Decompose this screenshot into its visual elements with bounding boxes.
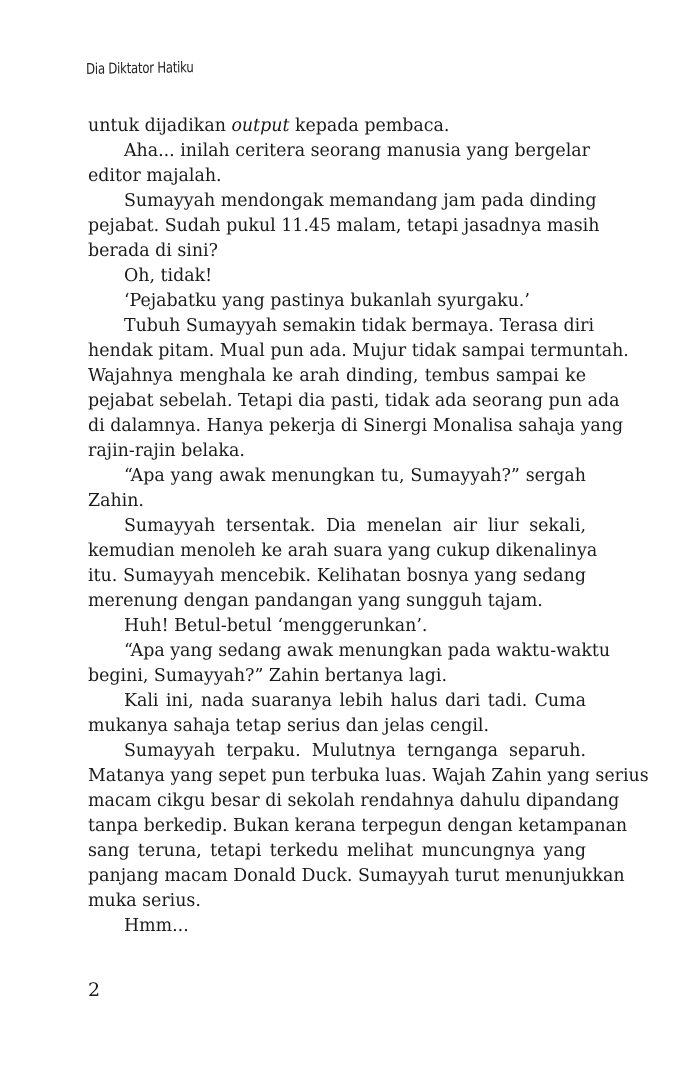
paragraph-line: Wajahnya menghala ke arah dinding, tembus sampai ke	[88, 366, 586, 386]
paragraph-line: kemudian menoleh ke arah suara yang cukup dikenalinya	[88, 541, 598, 561]
paragraph-line: Sumayyah mendongak memandang jam pada dinding	[124, 191, 597, 211]
paragraph-line: “Apa yang sedang awak menungkan pada waktu-waktu	[124, 641, 611, 661]
paragraph-line: “Apa yang awak menungkan tu, Sumayyah?” sergah	[124, 466, 586, 486]
paragraph-line: itu. Sumayyah mencebik. Kelihatan bosnya yang sedang	[88, 566, 586, 586]
paragraph-line: berada di sini?	[88, 241, 218, 261]
paragraph-line: untuk dijadikan output kepada pembaca.	[88, 116, 450, 136]
paragraph-line: Sumayyah terpaku. Mulutnya ternganga separuh.	[124, 741, 586, 761]
paragraph-line: muka serius.	[88, 891, 201, 911]
paragraph-line: merenung dengan pandangan yang sungguh tajam.	[88, 591, 543, 611]
paragraph-line: mukanya sahaja tetap serius dan jelas cengil.	[88, 716, 490, 736]
paragraph-line: sang teruna, tetapi terkedu melihat muncungnya yang	[88, 841, 586, 861]
paragraph-line: begini, Sumayyah?” Zahin bertanya lagi.	[88, 666, 447, 686]
paragraph-line: di dalamnya. Hanya pekerja di Sinergi Monalisa sahaja yang	[88, 416, 624, 436]
paragraph-line: Huh! Betul-betul ‘menggerunkan’.	[124, 616, 428, 636]
running-header: Dia Diktator Hatiku	[86, 58, 194, 78]
paragraph-line: ‘Pejabatku yang pastinya bukanlah syurgaku.’	[124, 291, 530, 311]
paragraph-line: macam cikgu besar di sekolah rendahnya dahulu dipandang	[88, 791, 620, 811]
paragraph-line: Tubuh Sumayyah semakin tidak bermaya. Terasa diri	[124, 316, 595, 336]
paragraph-line: pejabat. Sudah pukul 11.45 malam, tetapi jasadnya masih	[88, 216, 600, 236]
paragraph-line: Matanya yang sepet pun terbuka luas. Wajah Zahin yang serius	[88, 766, 649, 786]
page-number: 2	[88, 979, 101, 1001]
paragraph-line: rajin-rajin belaka.	[88, 441, 245, 461]
paragraph-line: editor majalah.	[88, 166, 222, 186]
paragraph-line: Hmm...	[124, 916, 189, 936]
paragraph-line: Zahin.	[88, 491, 144, 511]
paragraph-line: Sumayyah tersentak. Dia menelan air liur sekali,	[124, 516, 586, 536]
paragraph-line: Oh, tidak!	[124, 266, 213, 286]
paragraph-line: pejabat sebelah. Tetapi dia pasti, tidak ada seorang pun ada	[88, 391, 620, 411]
paragraph-line: hendak pitam. Mual pun ada. Mujur tidak sampai termuntah.	[88, 341, 629, 361]
paragraph-line: tanpa berkedip. Bukan kerana terpegun dengan ketampanan	[88, 816, 628, 836]
paragraph-line: Kali ini, nada suaranya lebih halus dari tadi. Cuma	[124, 691, 586, 711]
body-text	[88, 114, 649, 939]
paragraph-line: panjang macam Donald Duck. Sumayyah turut menunjukkan	[88, 866, 625, 886]
paragraph-line: Aha... inilah ceritera seorang manusia yang bergelar	[124, 141, 590, 161]
